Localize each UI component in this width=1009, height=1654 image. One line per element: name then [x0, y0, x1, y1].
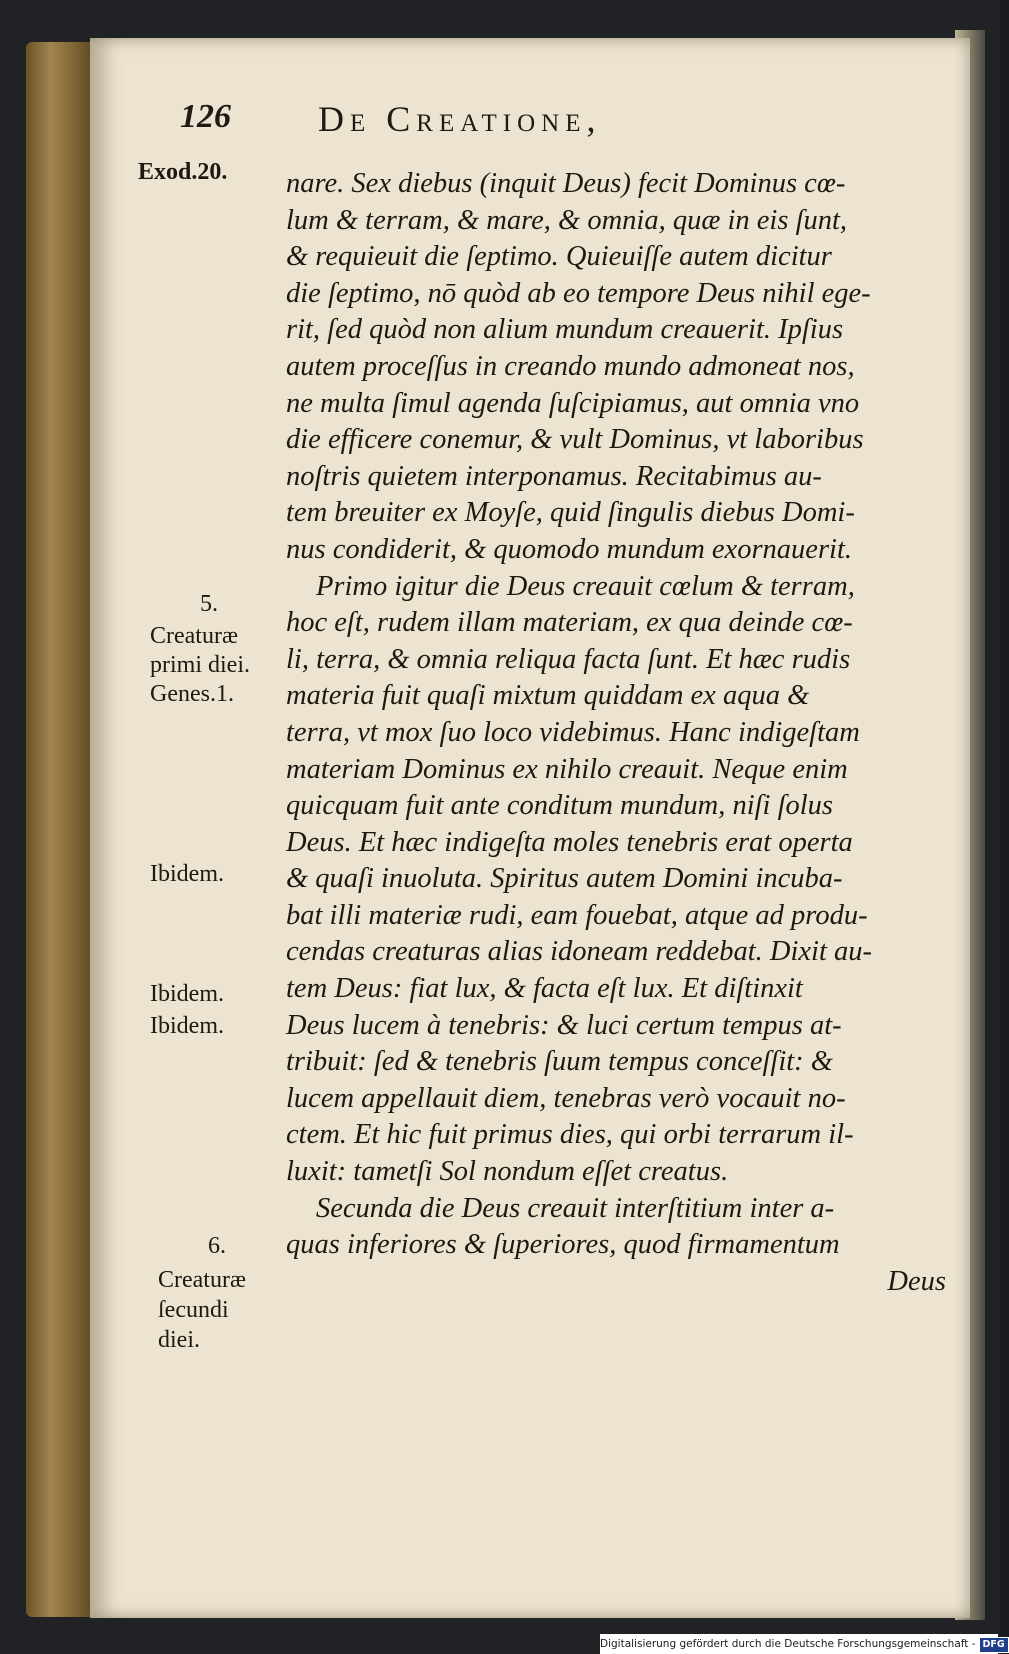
text-line: ne multa ſimul agenda ſuſcipiamus, aut omnia vno — [286, 387, 860, 419]
text-line: lum & terram, & mare, & omnia, quæ in eis ſunt, — [286, 204, 848, 236]
text-line: & requieuit die ſeptimo. Quieuiſſe autem dicitur — [286, 241, 832, 273]
margin-note-ibidem-3: Ibidem. — [150, 1013, 224, 1039]
page-number: 126 — [180, 98, 231, 135]
margin-note-genesis: Genes.1. — [150, 681, 234, 707]
text-line: materia fuit quaſi mixtum quiddam ex aqua & — [286, 680, 810, 712]
text-line: Primo igitur die Deus creauit cœlum & terram, — [316, 570, 855, 602]
margin-note-primi-diei: primi diei. — [150, 652, 250, 678]
text-line: tribuit: ſed & tenebris ſuum tempus conceſſit: & — [286, 1046, 833, 1078]
margin-note-ibidem-2: Ibidem. — [150, 981, 224, 1007]
text-line: Deus lucem à tenebris: & luci certum tempus at- — [286, 1009, 842, 1041]
text-line: rit, ſed quòd non alium mundum creauerit. Ipſius — [286, 314, 844, 346]
text-line: li, terra, & omnia reliqua facta ſunt. Et hæc rudis — [286, 643, 851, 675]
text-line: luxit: tametſi Sol nondum eſſet creatus. — [286, 1156, 729, 1188]
margin-note-creaturae-2: Creaturæ — [158, 1267, 246, 1293]
text-line: tem breuiter ex Moyſe, quid ſingulis diebus Domi- — [286, 497, 855, 529]
dfg-logo: DFG — [979, 1637, 1009, 1653]
credit-text: Digitalisierung gefördert durch die Deutsche Forschungsgemeinschaft - — [600, 1638, 976, 1650]
text-line: & quaſi inuoluta. Spiritus autem Domini incuba- — [286, 863, 843, 895]
digitization-credit — [600, 1634, 1005, 1654]
text-line: noſtris quietem interponamus. Recitabimus au- — [286, 460, 822, 492]
text-line: autem proceſſus in creando mundo admoneat nos, — [286, 350, 855, 382]
catchword: Deus — [887, 1265, 946, 1297]
margin-note-secundi: ſecundi — [158, 1297, 229, 1323]
text-line: cendas creaturas alias idoneam reddebat. Dixit au- — [286, 936, 873, 968]
text-line: nus condiderit, & quomodo mundum exornauerit. — [286, 533, 852, 565]
text-line: tem Deus: fiat lux, & facta eſt lux. Et diſtinxit — [286, 973, 803, 1005]
text-line: bat illi materiæ rudi, eam fouebat, atque ad produ- — [286, 899, 868, 931]
text-line: die efficere conemur, & vult Dominus, vt laboribus — [286, 424, 864, 456]
text-line: Secunda die Deus creauit interſtitium inter a- — [316, 1192, 835, 1224]
margin-note-creaturae-1: Creaturæ — [150, 623, 238, 649]
margin-note-ibidem-1: Ibidem. — [150, 861, 224, 887]
margin-note-exodus: Exod.20. — [138, 159, 228, 185]
page-header — [180, 98, 820, 148]
text-line: terra, vt mox ſuo loco videbimus. Hanc indigeſtam — [286, 716, 860, 748]
book-fore-edge — [26, 42, 96, 1617]
text-line: quas inferiores & ſuperiores, quod firmamentum — [286, 1229, 840, 1261]
text-line: lucem appellauit diem, tenebras verò vocauit no- — [286, 1082, 846, 1114]
text-line: die ſeptimo, nō quòd ab eo tempore Deus nihil ege- — [286, 277, 871, 309]
margin-note-diei: diei. — [158, 1327, 200, 1353]
text-line: hoc eſt, rudem illam materiam, ex qua deinde cœ- — [286, 607, 853, 639]
text-line: ctem. Et hic fuit primus dies, qui orbi terrarum il- — [286, 1119, 854, 1151]
text-line: quicquam fuit ante conditum mundum, niſi ſolus — [286, 790, 834, 822]
text-line: Deus. Et hæc indigeſta moles tenebris erat operta — [286, 826, 853, 858]
text-line: nare. Sex diebus (inquit Deus) fecit Dominus cœ- — [286, 168, 846, 199]
margin-note-number-5: 5. — [200, 591, 218, 617]
running-title: De Creatione, — [318, 99, 602, 139]
main-text — [286, 166, 946, 1300]
text-line: materiam Dominus ex nihilo creauit. Neque enim — [286, 753, 848, 785]
margin-note-number-6: 6. — [208, 1233, 226, 1259]
